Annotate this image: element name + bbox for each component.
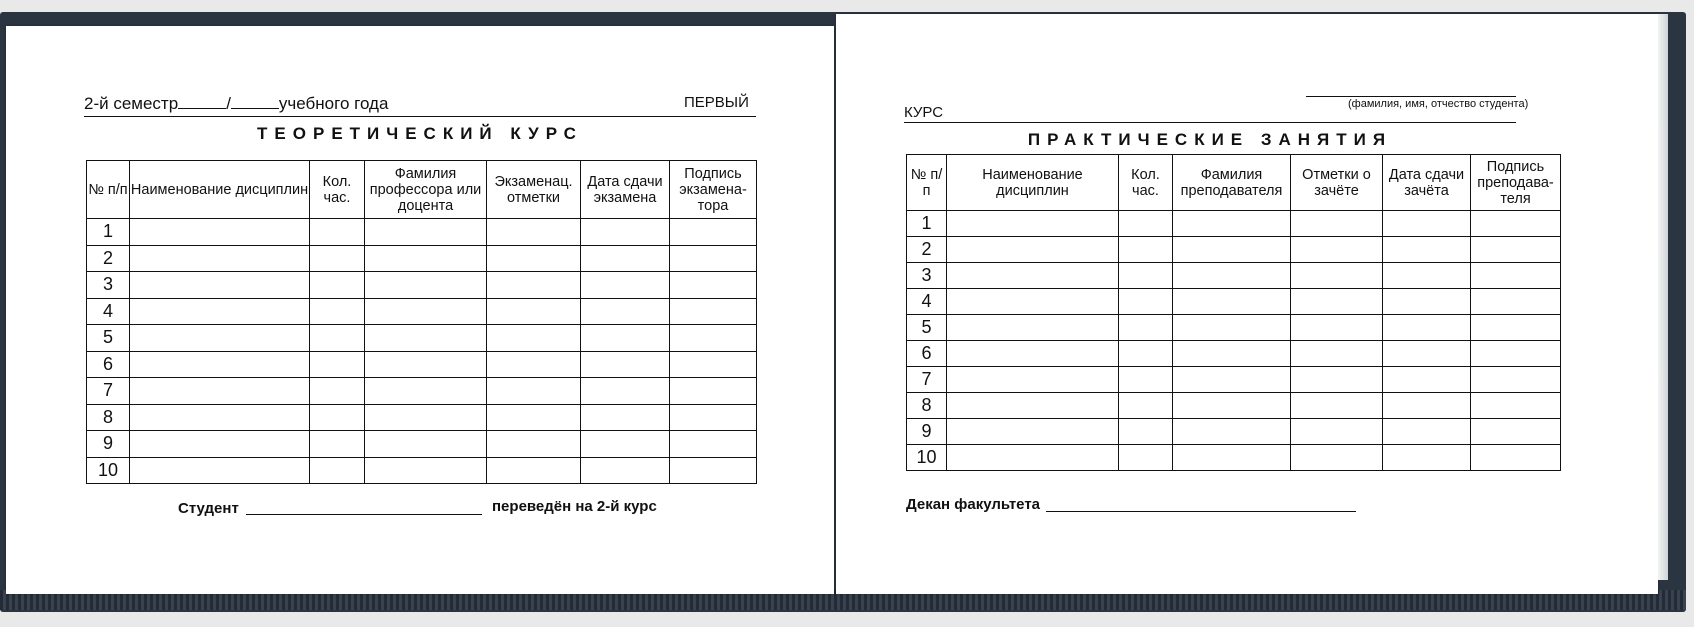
table-row — [87, 431, 757, 458]
table-cell[interactable] — [1291, 237, 1383, 263]
row-number: 2 — [87, 245, 130, 272]
table-cell[interactable] — [487, 298, 581, 325]
table-cell[interactable] — [581, 325, 670, 352]
table-cell[interactable] — [670, 325, 757, 352]
table-cell[interactable] — [1173, 445, 1291, 471]
footer-transfer-label: переведён на 2-й курс — [492, 498, 657, 515]
table-cell[interactable] — [130, 245, 310, 272]
column-header: № п/п — [87, 161, 130, 219]
table-cell[interactable] — [1291, 341, 1383, 367]
table-cell[interactable] — [365, 431, 487, 458]
practice-table — [906, 154, 1561, 471]
table-row — [907, 445, 1561, 471]
table-cell[interactable] — [1173, 419, 1291, 445]
table-cell[interactable] — [581, 219, 670, 246]
column-header: Наименование дисциплин — [130, 161, 310, 219]
theory-table — [86, 160, 757, 484]
table-cell[interactable] — [947, 419, 1119, 445]
row-number: 4 — [87, 298, 130, 325]
table-cell[interactable] — [1173, 211, 1291, 237]
column-header: Отметки о зачёте — [1291, 155, 1383, 211]
table-cell[interactable] — [581, 404, 670, 431]
table-cell[interactable] — [365, 351, 487, 378]
column-header: Кол. час. — [1119, 155, 1173, 211]
semester-blank-2[interactable] — [231, 94, 279, 109]
table-cell[interactable] — [487, 245, 581, 272]
table-cell[interactable] — [487, 325, 581, 352]
table-cell[interactable] — [130, 457, 310, 484]
table-cell[interactable] — [130, 325, 310, 352]
table-cell[interactable] — [1383, 367, 1471, 393]
header-rule — [84, 116, 756, 117]
table-cell[interactable] — [310, 325, 365, 352]
student-signature-line[interactable] — [246, 514, 482, 515]
row-number: 1 — [87, 219, 130, 246]
table-cell[interactable] — [1119, 237, 1173, 263]
table-cell[interactable] — [581, 245, 670, 272]
table-cell[interactable] — [1173, 237, 1291, 263]
table-cell[interactable] — [487, 219, 581, 246]
table-cell[interactable] — [1119, 289, 1173, 315]
row-number: 9 — [907, 419, 947, 445]
table-row — [907, 419, 1561, 445]
table-cell[interactable] — [1383, 393, 1471, 419]
table-cell[interactable] — [310, 457, 365, 484]
semester-slash: / — [226, 94, 231, 113]
table-header-row — [87, 161, 757, 219]
table-row — [87, 298, 757, 325]
table-cell[interactable] — [1471, 211, 1561, 237]
table-cell[interactable] — [947, 263, 1119, 289]
table-cell[interactable] — [581, 351, 670, 378]
table-cell[interactable] — [1383, 211, 1471, 237]
page-stack-edge — [1658, 14, 1668, 580]
row-number: 7 — [87, 378, 130, 405]
table-cell[interactable] — [1383, 341, 1471, 367]
row-number: 8 — [907, 393, 947, 419]
table-cell[interactable] — [130, 298, 310, 325]
table-cell[interactable] — [1173, 393, 1291, 419]
table-cell[interactable] — [670, 378, 757, 405]
column-header: Экзаменац. отметки — [487, 161, 581, 219]
table-row — [87, 351, 757, 378]
column-header: Подпись преподава-теля — [1471, 155, 1561, 211]
table-cell[interactable] — [1173, 315, 1291, 341]
table-cell[interactable] — [1383, 315, 1471, 341]
column-header: Дата сдачи экзамена — [581, 161, 670, 219]
year-label: учебного года — [278, 94, 389, 113]
table-cell[interactable] — [947, 211, 1119, 237]
page-title-theory: ТЕОРЕТИЧЕСКИЙ КУРС — [257, 124, 583, 143]
table-cell[interactable] — [670, 272, 757, 299]
table-cell[interactable] — [310, 378, 365, 405]
table-cell[interactable] — [670, 219, 757, 246]
table-cell[interactable] — [1291, 445, 1383, 471]
column-header: Фамилия профессора или доцента — [365, 161, 487, 219]
table-row — [87, 325, 757, 352]
table-cell[interactable] — [487, 272, 581, 299]
table-cell[interactable] — [1471, 419, 1561, 445]
table-row — [907, 289, 1561, 315]
header-rule — [904, 122, 1516, 123]
student-name-line[interactable] — [1306, 96, 1516, 97]
table-row — [87, 378, 757, 405]
table-cell[interactable] — [1383, 237, 1471, 263]
table-cell[interactable] — [1119, 263, 1173, 289]
table-cell[interactable] — [947, 237, 1119, 263]
table-cell[interactable] — [581, 272, 670, 299]
table-cell[interactable] — [1383, 263, 1471, 289]
table-cell[interactable] — [670, 298, 757, 325]
table-cell[interactable] — [310, 298, 365, 325]
table-cell[interactable] — [1471, 367, 1561, 393]
table-cell[interactable] — [310, 404, 365, 431]
table-cell[interactable] — [1291, 263, 1383, 289]
table-cell[interactable] — [487, 431, 581, 458]
table-cell[interactable] — [1173, 289, 1291, 315]
table-cell[interactable] — [130, 378, 310, 405]
table-cell[interactable] — [1383, 445, 1471, 471]
table-cell[interactable] — [670, 351, 757, 378]
course-label: КУРС — [904, 104, 944, 121]
table-cell[interactable] — [1291, 289, 1383, 315]
table-cell[interactable] — [947, 367, 1119, 393]
footer-student-label: Студент — [178, 500, 239, 517]
row-number: 7 — [907, 367, 947, 393]
row-number: 2 — [907, 237, 947, 263]
page-title-practice: ПРАКТИЧЕСКИЕ ЗАНЯТИЯ — [1027, 130, 1393, 149]
table-cell[interactable] — [365, 298, 487, 325]
table-cell[interactable] — [487, 351, 581, 378]
table-cell[interactable] — [581, 378, 670, 405]
table-header-row — [907, 155, 1561, 211]
table-cell[interactable] — [1119, 445, 1173, 471]
table-row — [87, 272, 757, 299]
table-row — [907, 263, 1561, 289]
table-row — [87, 219, 757, 246]
row-number: 8 — [87, 404, 130, 431]
table-row — [907, 367, 1561, 393]
table-cell[interactable] — [581, 457, 670, 484]
row-number: 4 — [907, 289, 947, 315]
table-cell[interactable] — [947, 289, 1119, 315]
course-word: ПЕРВЫЙ — [684, 94, 749, 111]
table-cell[interactable] — [947, 393, 1119, 419]
table-cell[interactable] — [1291, 315, 1383, 341]
row-number: 3 — [907, 263, 947, 289]
table-cell[interactable] — [947, 445, 1119, 471]
table-cell[interactable] — [487, 457, 581, 484]
table-cell[interactable] — [947, 315, 1119, 341]
table-cell[interactable] — [670, 245, 757, 272]
column-header: Дата сдачи зачёта — [1383, 155, 1471, 211]
table-cell[interactable] — [310, 245, 365, 272]
footer-dean-label: Декан факультета — [906, 496, 1041, 513]
table-cell[interactable] — [1119, 211, 1173, 237]
row-number: 6 — [87, 351, 130, 378]
table-cell[interactable] — [310, 219, 365, 246]
table-cell[interactable] — [1291, 419, 1383, 445]
table-cell[interactable] — [310, 431, 365, 458]
row-number: 9 — [87, 431, 130, 458]
row-number: 6 — [907, 341, 947, 367]
table-cell[interactable] — [1471, 393, 1561, 419]
table-cell[interactable] — [1471, 237, 1561, 263]
table-cell[interactable] — [365, 219, 487, 246]
table-cell[interactable] — [670, 404, 757, 431]
table-cell[interactable] — [130, 404, 310, 431]
table-cell[interactable] — [130, 351, 310, 378]
table-cell[interactable] — [365, 272, 487, 299]
table-cell[interactable] — [365, 404, 487, 431]
table-cell[interactable] — [581, 298, 670, 325]
table-cell[interactable] — [1471, 341, 1561, 367]
table-cell[interactable] — [130, 219, 310, 246]
table-cell[interactable] — [487, 404, 581, 431]
table-cell[interactable] — [1471, 445, 1561, 471]
column-header: Кол. час. — [310, 161, 365, 219]
table-row — [87, 404, 757, 431]
table-cell[interactable] — [1119, 393, 1173, 419]
column-header: Наименование дисциплин — [947, 155, 1119, 211]
table-cell[interactable] — [310, 272, 365, 299]
table-cell[interactable] — [1119, 341, 1173, 367]
table-row — [87, 457, 757, 484]
table-cell[interactable] — [1119, 419, 1173, 445]
semester-label: 2-й семестр — [84, 94, 179, 113]
table-cell[interactable] — [1173, 341, 1291, 367]
table-cell[interactable] — [1119, 315, 1173, 341]
right-page — [836, 14, 1658, 594]
table-cell[interactable] — [1471, 315, 1561, 341]
row-number: 5 — [907, 315, 947, 341]
table-cell[interactable] — [365, 245, 487, 272]
row-number: 1 — [907, 211, 947, 237]
table-cell[interactable] — [130, 431, 310, 458]
table-cell[interactable] — [365, 378, 487, 405]
table-row — [907, 341, 1561, 367]
table-cell[interactable] — [130, 272, 310, 299]
semester-header — [84, 94, 388, 114]
column-header: Фамилия преподавателя — [1173, 155, 1291, 211]
table-cell[interactable] — [487, 378, 581, 405]
table-cell[interactable] — [1173, 367, 1291, 393]
table-row — [907, 211, 1561, 237]
row-number: 10 — [87, 457, 130, 484]
column-header: № п/п — [907, 155, 947, 211]
table-cell[interactable] — [1383, 419, 1471, 445]
table-cell[interactable] — [365, 325, 487, 352]
row-number: 5 — [87, 325, 130, 352]
table-cell[interactable] — [581, 431, 670, 458]
table-cell[interactable] — [670, 431, 757, 458]
table-cell[interactable] — [1471, 289, 1561, 315]
table-row — [87, 245, 757, 272]
table-cell[interactable] — [1383, 289, 1471, 315]
table-cell[interactable] — [670, 457, 757, 484]
table-cell[interactable] — [1119, 367, 1173, 393]
semester-blank-1[interactable] — [178, 94, 226, 109]
table-cell[interactable] — [1291, 367, 1383, 393]
table-row — [907, 237, 1561, 263]
table-cell[interactable] — [310, 351, 365, 378]
table-cell[interactable] — [1291, 211, 1383, 237]
dean-signature-line[interactable] — [1046, 511, 1356, 512]
student-name-caption: (фамилия, имя, отчество студента) — [1348, 98, 1529, 110]
table-cell[interactable] — [1471, 263, 1561, 289]
table-row — [907, 315, 1561, 341]
table-cell[interactable] — [1291, 393, 1383, 419]
table-cell[interactable] — [365, 457, 487, 484]
row-number: 10 — [907, 445, 947, 471]
left-page — [6, 26, 834, 594]
table-row — [907, 393, 1561, 419]
table-cell[interactable] — [947, 341, 1119, 367]
table-cell[interactable] — [1173, 263, 1291, 289]
row-number: 3 — [87, 272, 130, 299]
column-header: Подпись экзамена-тора — [670, 161, 757, 219]
